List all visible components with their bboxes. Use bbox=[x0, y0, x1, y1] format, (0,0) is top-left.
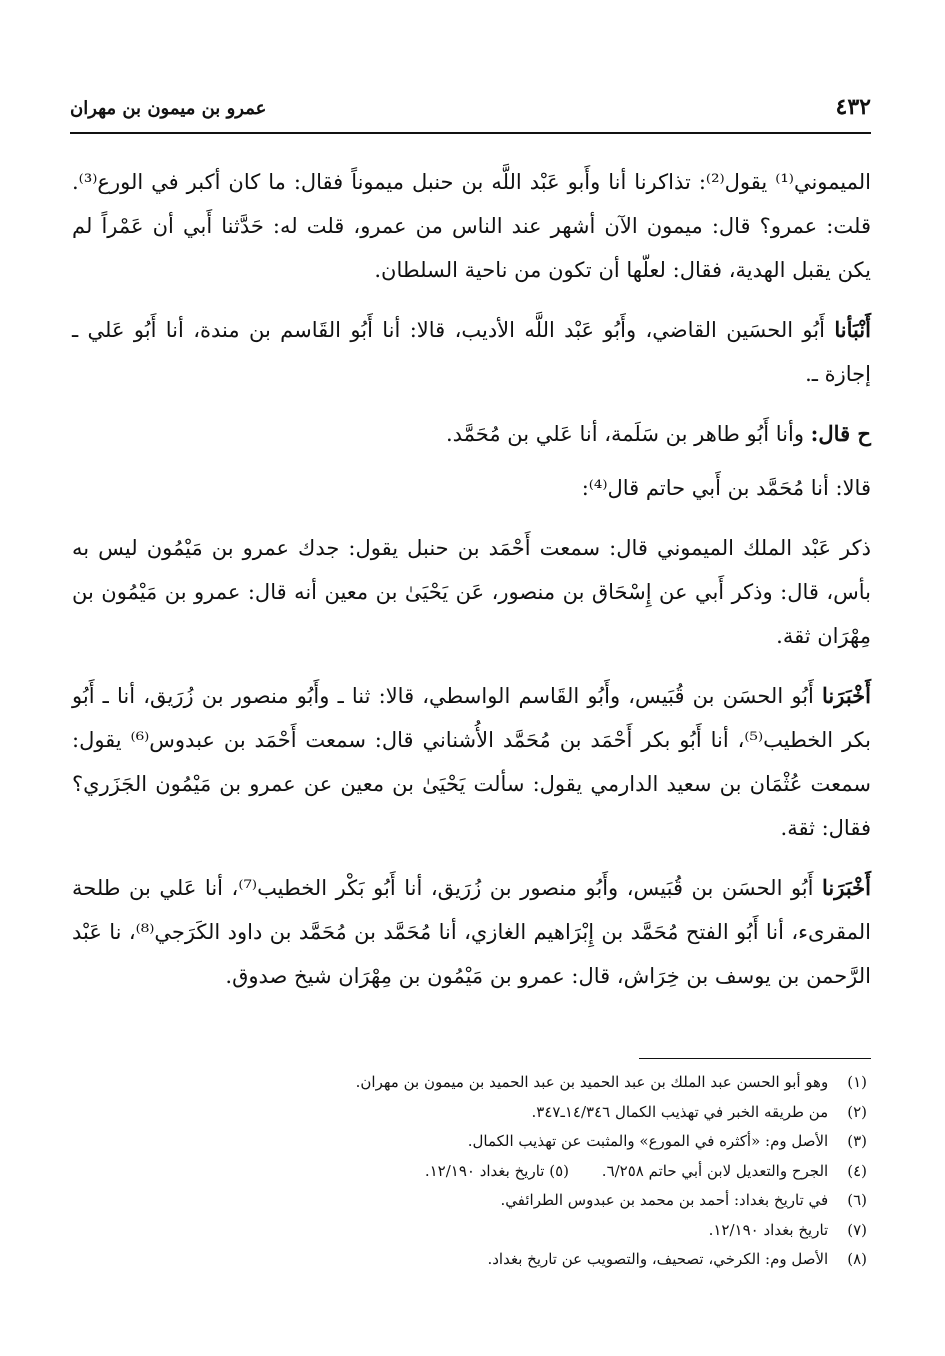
footnote-text: من طريقه الخبر في تهذيب الكمال ١٤/٣٤٦ـ٣٤٧. bbox=[531, 1102, 829, 1121]
footnote bbox=[80, 1186, 867, 1216]
footnote-text: الأصل وم: «أكثره في المورع» والمثبت عن تهذيب الكمال. bbox=[467, 1132, 829, 1150]
footnote bbox=[80, 1127, 867, 1157]
paragraph-text: الميموني⁽¹⁾ يقول⁽²⁾: تذاكرنا أنا وأَبو عَبْد اللَّه بن حنبل ميموناً فقال: ما كان أكبر في الورع⁽³⁾. قلت: عمرو؟ قال: ميمون الآن أشهر عند الناس من عمرو، قلت له: حَدَّثنا أَبي أن عَمْراً لم يكن يقبل الهدية، فقال: لعلّها أن تكون من ناحية السلطان. bbox=[72, 170, 871, 282]
footnote-text: الجرح والتعديل لابن أبي حاتم ٦/٢٥٨. bbox=[601, 1161, 829, 1180]
footnote-text: في تاريخ بغداد: أحمد بن محمد بن عبدوس الطرائفي. bbox=[500, 1191, 829, 1209]
paragraph-lead: أَخْبَرَنا bbox=[822, 683, 871, 708]
footnote bbox=[80, 1068, 867, 1098]
footnote bbox=[80, 1157, 867, 1187]
footnote-number: (١) bbox=[847, 1073, 867, 1091]
footnote-number: (٢) bbox=[847, 1102, 867, 1121]
footnote-text: تاريخ بغداد ١٢/١٩٠. bbox=[708, 1220, 829, 1239]
footnote-inline-second: (٥) تاريخ بغداد ١٢/١٩٠. bbox=[424, 1161, 569, 1180]
paragraph-text: وأنا أَبُو طاهر بن سَلَمة، أنا عَلي بن مُحَمَّد. bbox=[445, 422, 811, 446]
main-text bbox=[72, 160, 871, 1014]
footnote-number: (٤) bbox=[847, 1161, 867, 1180]
paragraph-text: أَبُو الحسَن بن قُبَيس، وأَبُو القَاسم الواسطي، قالا: ثنا ـ وأَبُو منصور بن زُرَيق، أنا ـ أَبُو بكر الخطيب⁽⁵⁾، أنا أَبُو بكر أَحْمَد بن مُحَمَّد الأُشناني قال: سمعت أَحْمَد بن عبدوس⁽⁶⁾ يقول: سمعت عُثْمَان بن سعيد الدارمي يقول: سألت يَحْيَىٰ بن معين عن عمرو بن مَيْمُون الجَزَري؟ فقال: ثقة. bbox=[72, 684, 872, 840]
paragraph bbox=[72, 674, 871, 850]
footnote-number: (٣) bbox=[847, 1132, 867, 1150]
footnote-text: الأصل وم: الكرخي، تصحيف، والتصويب عن تاريخ بغداد. bbox=[487, 1250, 829, 1268]
paragraph-lead: أَخْبَرَنا bbox=[822, 875, 871, 900]
footnotes bbox=[80, 1068, 867, 1275]
paragraph bbox=[72, 866, 871, 998]
paragraph-lead: أَنْبَأنا bbox=[834, 317, 871, 342]
paragraph bbox=[72, 308, 871, 396]
paragraph-text: قالا: أنا مُحَمَّد بن أَبي حاتم قال⁽⁴⁾: bbox=[581, 476, 871, 500]
footnote bbox=[80, 1245, 867, 1275]
page-number: ٤٣٢ bbox=[835, 94, 871, 120]
footnote-text: وهو أبو الحسن عبد الملك بن عبد الحميد بن عبد الحميد بن ميمون بن مهران. bbox=[355, 1073, 829, 1091]
footnote bbox=[80, 1216, 867, 1246]
paragraph-text: ذكر عَبْد الملك الميموني قال: سمعت أَحْمَد بن حنبل يقول: جدك عمرو بن مَيْمُون ليس به بأس، قال: وذكر أَبي عن إِسْحَاق بن منصور، عَن يَحْيَىٰ بن معين أنه قال: عمرو بن مَيْمُون بن مِهْرَان ثقة. bbox=[72, 536, 871, 648]
paragraph bbox=[72, 526, 871, 658]
footnote bbox=[80, 1098, 867, 1128]
paragraph-text: أَبُو الحسَين القاضي، وأَبُو عَبْد اللَّه الأديب، قالا: أنا أَبُو القَاسم بن مندة، أنا أَبُو عَلي ـ إجازة ـ. bbox=[72, 318, 871, 386]
footnote-divider bbox=[639, 1058, 871, 1059]
page-header bbox=[70, 92, 871, 134]
paragraph bbox=[72, 160, 871, 292]
paragraph-lead: ح قال: bbox=[810, 421, 871, 446]
footnote-number: (٦) bbox=[847, 1191, 867, 1209]
paragraph-text: أَبُو الحسَن بن قُبَيس، وأَبُو منصور بن زُرَيق، أنا أَبُو بَكْر الخطيب⁽⁷⁾، أنا عَلي بن طلحة المقرىء، أنا أَبُو الفتح مُحَمَّد بن إِبْرَاهيم الغازي، أنا مُحَمَّد بن مُحَمَّد بن داود الكَرَجي⁽⁸⁾، نا عَبْد الرَّحمن بن يوسف بن خِرَاش، قال: عمرو بن مَيْمُون بن مِهْرَان شيخ صدوق. bbox=[72, 876, 871, 988]
paragraph bbox=[72, 466, 871, 510]
footnote-number: (٨) bbox=[847, 1250, 867, 1268]
paragraph bbox=[72, 412, 871, 456]
running-title: عمرو بن ميمون بن مهران bbox=[70, 98, 267, 119]
footnote-number: (٧) bbox=[847, 1220, 867, 1239]
